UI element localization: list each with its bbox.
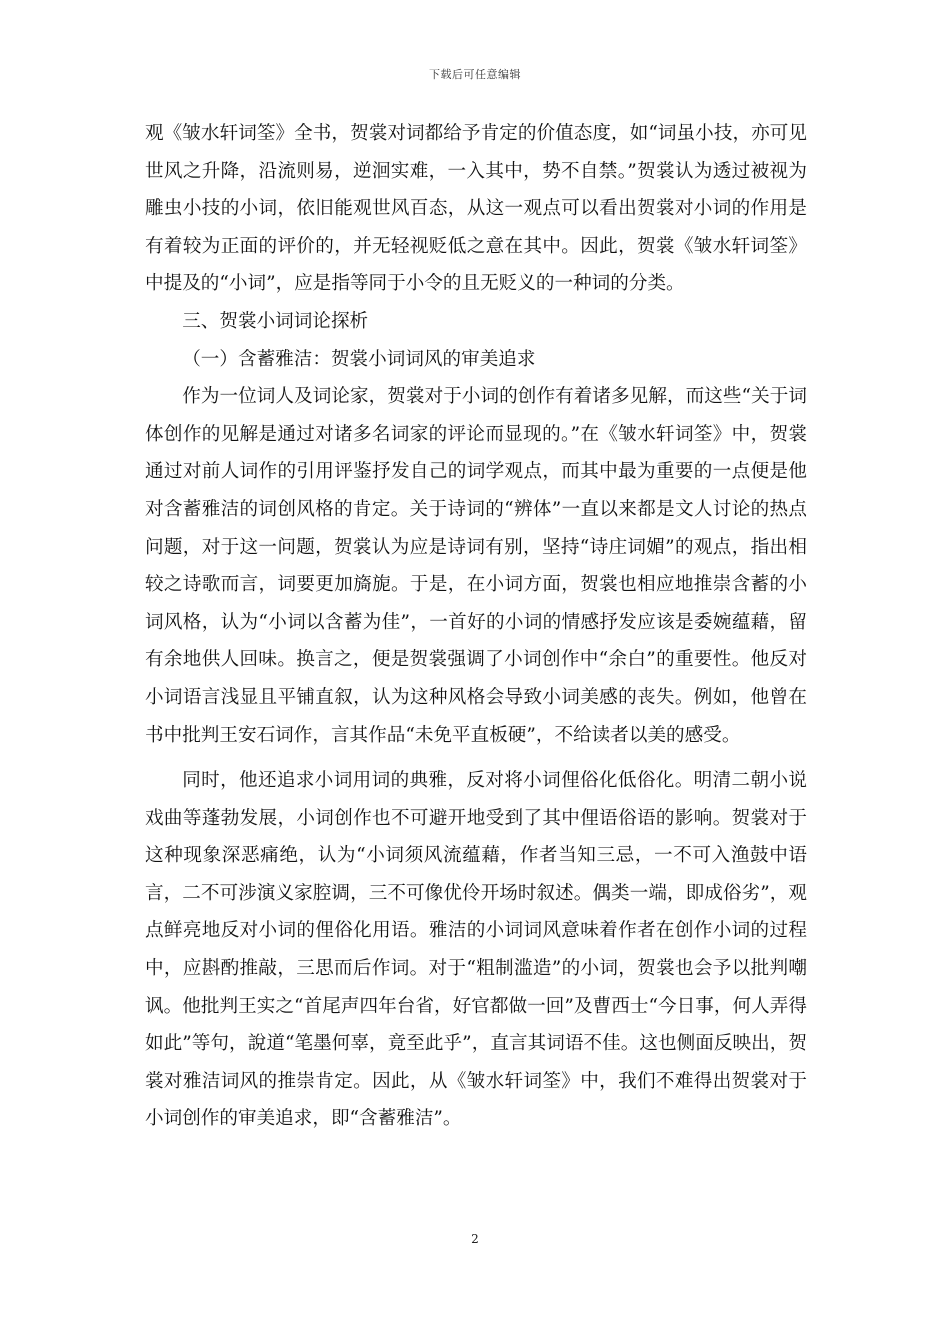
paragraph-2: 作为一位词人及词论家，贺裳对于小词的创作有着诸多见解，而这些“关于词体创作的见解是通过对诸多名词家的评论而显现的。”在《皱水轩词筌》中，贺裳通过对前人词作的引用评鉴抒发自己的词学观点，而其中最为重要的一点便是他对含蓄雅洁的词创风格的肯定。关于诗词的“辨体”一直以来都是文人讨论的热点问题，对于这一问题，贺裳认为应是诗词有别，坚持“诗庄词媚”的观点，指出相较之诗歌而言，词要更加旖旎。于是，在小词方面，贺裳也相应地推崇含蓄的小词风格，认为“小词以含蓄为佳”，一首好的小词的情感抒发应该是委婉蕴藉，留有余地供人回味。换言之，便是贺裳强调了小词创作中“余白”的重要性。他反对小词语言浅显且平铺直叙，认为这种风格会导致小词美感的丧失。例如，他曾在书中批判王安石词作，言其作品“未免平直板硬”，不给读者以美的感受。: [145, 386, 807, 746]
document-body: [145, 115, 807, 1138]
section-heading: 三、贺裳小词词论探析: [182, 310, 369, 332]
paragraph-1: 观《皱水轩词筌》全书，贺裳对词都给予肯定的价值态度，如“词虽小技，亦可见世风之升降，沿流则易，逆洄实难，一入其中，势不自禁。”贺裳认为透过被视为雕虫小技的小词，依旧能观世风百态，从这一观点可以看出贺裳对小词的作用是有着较为正面的评价的，并无轻视贬低之意在其中。因此，贺裳《皱水轩词筌》中提及的“小词”，应是指等同于小令的且无贬义的一种词的分类。: [145, 123, 807, 295]
page-number: 2: [471, 1232, 479, 1246]
paragraph-gap: [145, 754, 807, 762]
paragraph-3: 同时，他还追求小词用词的典雅，反对将小词俚俗化低俗化。明清二朝小说戏曲等蓬勃发展，小词创作也不可避开地受到了其中俚语俗语的影响。贺裳对于这种现象深恶痛绝，认为“小词须风流蕴藉，作者当知三忌，一不可入渔鼓中语言，二不可涉演义家腔调，三不可像优伶开场时叙述。偶类一端，即成俗劣”，观点鲜亮地反对小词的俚俗化用语。雅洁的小词词风意味着作者在创作小词的过程中，应斟酌推敲，三思而后作词。对于“粗制滥造”的小词，贺裳也会予以批判嘲讽。他批判王实之“首尾声四年台省，好官都做一回”及曹西士“今日事，何人弄得如此”等句，說道“笔墨何辜，竟至此乎”，直言其词语不佳。这也侧面反映出，贺裳对雅洁词风的推崇肯定。因此，从《皱水轩词筌》中，我们不难得出贺裳对于小词创作的审美追求，即“含蓄雅洁”。: [145, 770, 807, 1130]
page-header: 下载后可任意编辑: [429, 68, 521, 81]
subsection-heading: （一）含蓄雅洁：贺裳小词词风的审美追求: [182, 348, 536, 370]
